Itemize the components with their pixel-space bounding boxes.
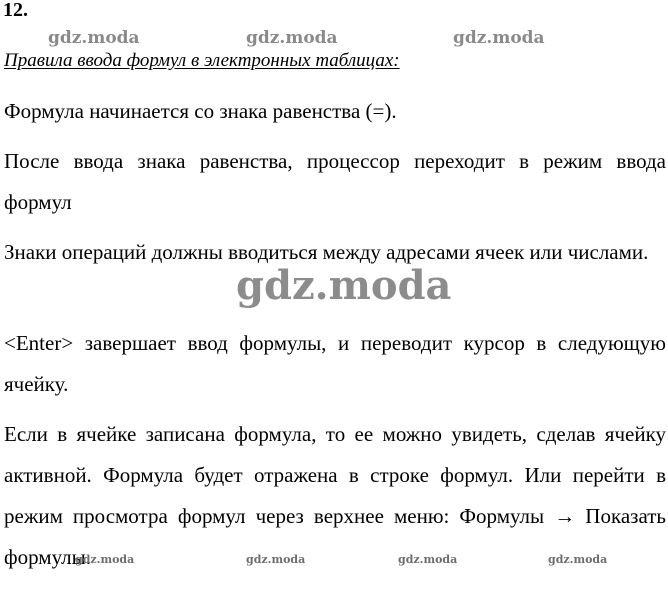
document-heading: Правила ввода формул в электронных таблицах: xyxy=(4,50,400,71)
watermark: gdz.moda xyxy=(548,553,608,566)
watermark: gdz.moda xyxy=(246,553,306,566)
watermark: gdz.moda xyxy=(48,28,140,48)
watermark: gdz.moda xyxy=(75,553,135,566)
paragraph: Если в ячейке записана формула, то ее можно увидеть, сделав ячейку активной. Формула будет отражена в строке формул. Или перейти в режим просмотра формул через верхнее меню: Формулы → Показать формулы. xyxy=(4,422,666,569)
watermark: gdz.moda xyxy=(236,262,452,309)
exercise-number: 12. xyxy=(3,0,28,21)
watermark: gdz.moda xyxy=(246,28,338,48)
watermark: gdz.moda xyxy=(453,28,545,48)
paragraph: <Enter> завершает ввод формулы, и переводит курсор в следующую ячейку. xyxy=(4,331,666,396)
paragraph: Формула начинается со знака равенства (=). xyxy=(4,99,397,123)
paragraph: После ввода знака равенства, процессор переходит в режим ввода формул xyxy=(4,149,666,214)
watermark: gdz.moda xyxy=(398,553,458,566)
paragraph: Знаки операций должны вводиться между адресами ячеек или числами. xyxy=(4,240,649,264)
